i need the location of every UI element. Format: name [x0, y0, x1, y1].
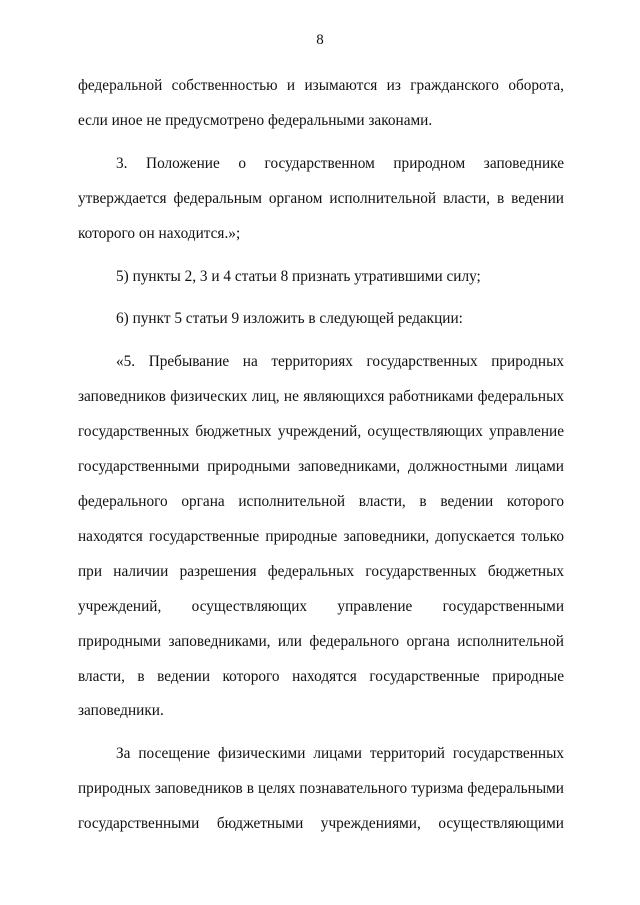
paragraph-item-3: 3. Положение о государственном природном заповеднике утверждается федеральным органом исполнительной власти, в ведении которого он находится.»;	[78, 154, 564, 242]
paragraph-visits: За посещение физическими лицами территорий государственных природных заповедников в целях познавательного туризма федеральными государственными бюджетными учреждениями, осуществляющими	[78, 745, 564, 833]
paragraph-continuation: федеральной собственностью и изымаются из гражданского оборота, если иное не предусмотрено федеральными законами.	[78, 77, 564, 129]
paragraph-quoted-item-5: «5. Пребывание на территориях государственных природных заповедников физических лиц, не являющихся работниками федеральных государственных бюджетных учреждений, осуществляющих управление государственными природными заповедниками, должностными лицами федерального органа исполнительной власти, в ведении которого находятся государственные природные заповедники, допускается только при наличии разрешения федеральных государственных бюджетных учреждений, осуществляющих управление государственными природными заповедниками, или федерального органа исполнительной власти, в ведении которого находятся государственные природные заповедники.	[78, 353, 564, 720]
page-number: 8	[316, 32, 324, 48]
paragraph-item-6: 6) пункт 5 статьи 9 изложить в следующей редакции:	[116, 310, 463, 328]
document-body	[78, 69, 564, 842]
paragraph-item-5: 5) пункты 2, 3 и 4 статьи 8 признать утратившими силу;	[116, 267, 481, 285]
